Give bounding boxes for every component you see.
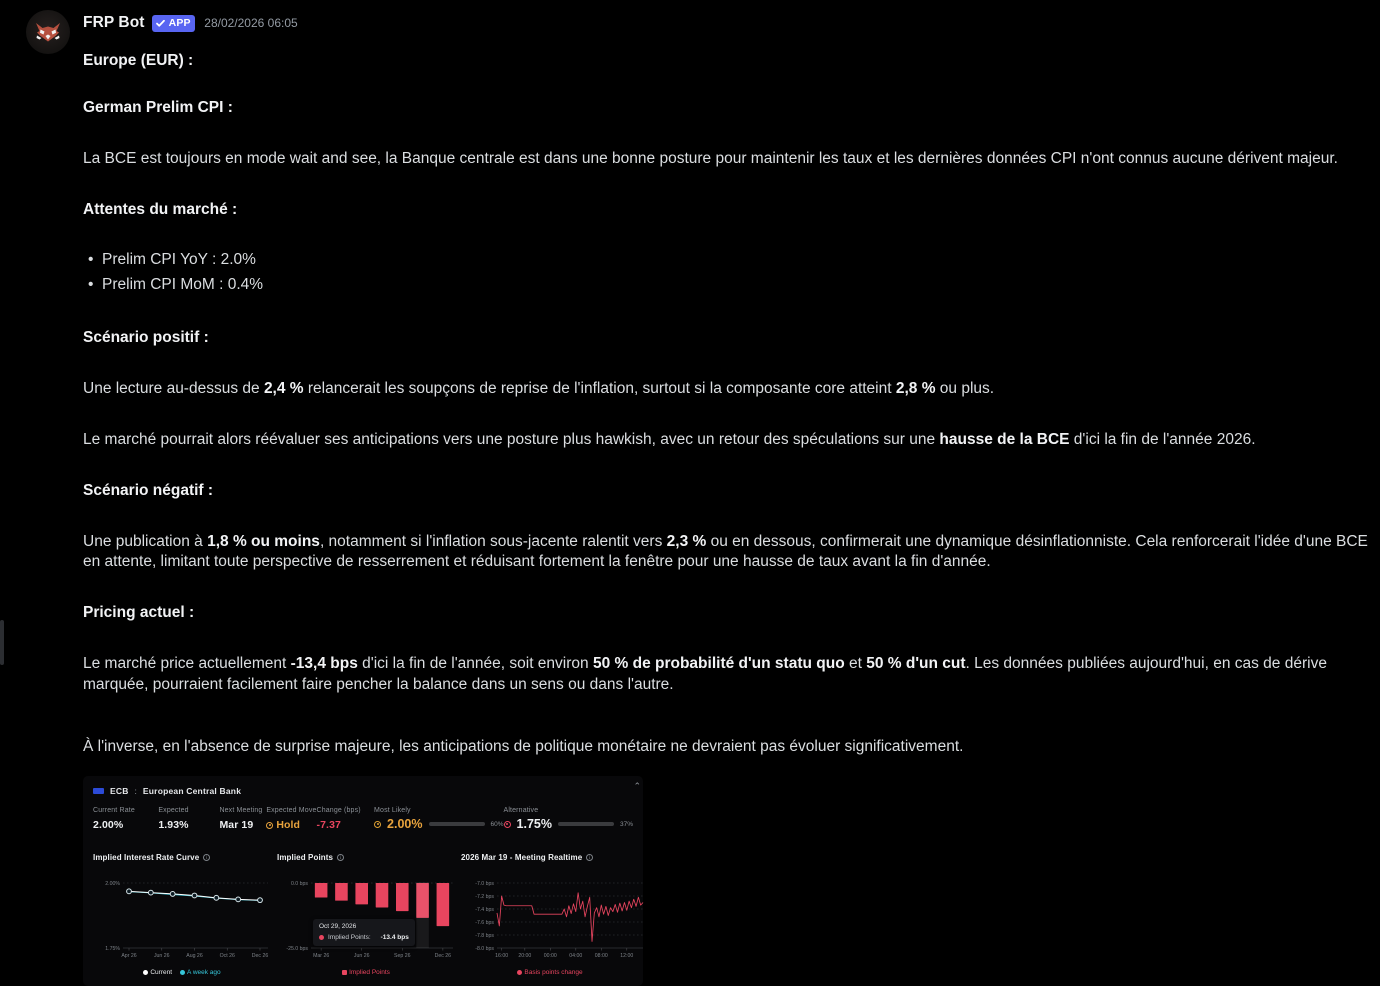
stat-value: 2.00% [93,819,124,832]
svg-text:0.0 bps: 0.0 bps [290,881,308,888]
heading-negative-scenario: Scénario négatif : [83,481,214,499]
svg-text:-8.0 bps: -8.0 bps [475,946,494,953]
stat-value-text: Hold [276,819,301,832]
svg-text:Oct 26: Oct 26 [219,953,235,960]
bank-color-swatch-icon [93,788,104,794]
text-run: relancerait les soupçons de reprise de l'inflation, surtout si la composante core atteint [303,379,896,397]
svg-text:04:00: 04:00 [569,953,583,960]
chart-legend [461,969,639,976]
stat-most-likely [374,807,503,831]
expectations-list [83,247,1373,298]
svg-text:1.75%: 1.75% [105,946,120,953]
legend-label: Implied Points [349,969,390,977]
alternative-value: 1.75% [516,817,552,832]
alternative-ring-icon [504,821,511,828]
svg-text:Jun 26: Jun 26 [153,953,170,960]
avatar[interactable] [26,10,70,54]
heading-expectations: Attentes du marché : [83,200,238,218]
svg-text:12:00: 12:00 [620,953,634,960]
emphasis-value: -13,4 bps [290,655,358,673]
alternative-row [504,817,633,831]
stat-value: 1.93% [158,819,189,832]
stat-expected-move [266,807,316,831]
most-likely-probability-bar [429,822,485,826]
message-header [83,12,1373,34]
legend-item-a-week-ago[interactable] [180,969,221,976]
heading-event: German Prelim CPI : [83,98,233,116]
heading-pricing: Pricing actuel : [83,604,195,622]
list-item: • Prelim CPI MoM : 0.4% [102,272,1373,298]
chart-header [277,851,455,863]
svg-text:20:00: 20:00 [518,953,532,960]
chart-plot-area [93,872,271,967]
alternative-probability-bar [558,822,614,826]
chart-title: Implied Interest Rate Curve [93,852,200,862]
paragraph-negative [83,532,1373,574]
svg-text:-7.0 bps: -7.0 bps [475,881,494,888]
stat-current-rate [93,807,158,831]
stats-row [93,807,633,837]
verified-check-icon [155,18,166,29]
tooltip-row [319,934,409,941]
collapse-caret-icon[interactable]: ⌃ [633,781,641,792]
svg-text:Sep 26: Sep 26 [394,953,411,960]
svg-text:Apr 26: Apr 26 [121,953,137,960]
emphasis-value: 1,8 % ou moins [207,532,320,550]
legend-dot-icon [180,970,185,975]
legend-item-current[interactable] [143,969,172,976]
charts-row [93,851,633,976]
most-likely-row [374,817,503,831]
message-timestamp: 28/02/2026 06:05 [204,16,298,30]
bank-separator: : [134,786,137,797]
paragraph-pricing [83,654,1373,696]
chart-plot-area [277,872,455,967]
chart-legend [277,969,455,976]
fox-head-logo-icon [26,10,70,54]
text-run: , notamment si l'inflation sous-jacente ralentit vers [319,532,667,550]
text-run: ou plus. [935,379,995,397]
legend-dot-icon [517,970,522,975]
svg-text:Aug 26: Aug 26 [186,953,203,960]
stat-label: Alternative [503,807,539,815]
chart-legend [93,969,271,976]
chart-implied-points [277,851,455,976]
app-badge-label: APP [168,16,191,29]
heading-region: Europe (EUR) : [83,52,194,69]
stat-value [266,819,316,831]
info-icon[interactable]: i [337,854,344,861]
stat-label: Expected [158,807,189,815]
svg-text:08:00: 08:00 [594,953,608,960]
tooltip-date: Oct 29, 2026 [319,923,357,931]
paragraph-intro: La BCE est toujours en mode wait and see, la Banque centrale est dans une bonne posture pour maintenir les taux et les dernières données CPI n'ont connus aucune dérivent majeur. [83,149,1338,167]
legend-label: Basis points change [524,969,583,977]
svg-text:Jun 26: Jun 26 [353,953,370,960]
legend-item-basis-points-change[interactable] [517,969,582,976]
paragraph-positive-2 [83,430,1373,451]
message-author[interactable]: FRP Bot [83,14,145,31]
widget-title-row [93,784,633,798]
svg-text:-7.4 bps: -7.4 bps [475,907,494,914]
chart-implied-interest-rate-curve [93,851,271,976]
text-run: Une publication à [83,532,208,550]
stat-label: Most Likely [374,807,411,815]
app-badge [152,15,196,32]
stat-value: -7.37 [316,819,341,832]
text-run: et [844,655,867,673]
message-body [83,12,1373,986]
text-run: d'ici la fin de l'année 2026. [1069,430,1256,448]
emphasis-value: hausse de la BCE [939,430,1070,448]
central-bank-rates-widget [83,776,643,986]
svg-text:Dec 26: Dec 26 [434,953,452,960]
list-item: • Prelim CPI YoY : 2.0% [102,247,1373,273]
chart-title: Implied Points [277,852,334,862]
emphasis-value: 2,8 % [895,379,936,397]
legend-dot-icon [143,970,148,975]
text-run: . Les données publiées aujourd'hui, en cas de dérive marquée, pourraient facilement faire pencher la balance dans un sens ou dans l'autre. [83,655,1327,694]
emphasis-value: 50 % de probabilité d'un statu quo [592,655,845,673]
info-icon[interactable]: i [203,854,210,861]
chart-title: 2026 Mar 19 - Meeting Realtime [461,852,583,862]
stat-value: Mar 19 [219,819,254,832]
tooltip-dot-icon [319,935,324,940]
chart-tooltip [313,919,415,946]
chart-header [461,851,639,863]
alternative-percent: 37% [619,820,633,828]
svg-text:Mar 26: Mar 26 [313,953,330,960]
stat-label: Current Rate [93,807,135,815]
stat-change-bps [317,807,375,831]
paragraph-positive-1 [83,379,1373,400]
heading-positive-scenario: Scénario positif : [83,328,209,346]
legend-square-icon [342,970,347,975]
paragraph-closing: À l'inverse, en l'absence de surprise majeure, les anticipations de politique monétaire ne devraient pas évoluer significativement. [83,738,964,756]
emphasis-value: 2,3 % [666,532,707,550]
tooltip-value: -13.4 bps [380,934,409,942]
emphasis-value: 2,4 % [263,379,304,397]
svg-text:-25.0 bps: -25.0 bps [286,946,308,953]
text-run: Une lecture au-dessus de [83,379,264,397]
info-icon[interactable]: i [586,854,593,861]
stat-alternative [504,807,633,831]
svg-text:-7.8 bps: -7.8 bps [475,933,494,940]
tooltip-series: Implied Points: [328,934,371,942]
stat-label: Expected Move [266,807,317,815]
legend-item-implied-points[interactable] [342,969,390,976]
svg-text:-7.6 bps: -7.6 bps [475,920,494,927]
most-likely-percent: 60% [490,820,504,828]
stat-expected [158,807,219,831]
text-run: ou en dessous, confirmerait une dynamique désinflationniste. Cela renforcerait l'idée d'une BCE en attente, limitant toute perspective de resserrement et réduisant fortement la fenêtre pour une hausse de taux avant la fin d'année. [83,532,1368,571]
bank-code: ECB [110,786,129,797]
svg-text:Dec 26: Dec 26 [251,953,269,960]
svg-text:2.00%: 2.00% [105,881,120,888]
legend-label: Current [150,969,173,977]
most-likely-ring-icon [374,821,381,828]
emphasis-value: 50 % d'un cut [866,655,966,673]
most-likely-value: 2.00% [387,817,423,832]
legend-label: A week ago [187,969,221,977]
text-run: d'ici la fin de l'année, soit environ [357,655,593,673]
text-run: Le marché pourrait alors réévaluer ses anticipations vers une posture plus hawkish, avec un retour des spéculations sur une [83,430,940,448]
svg-text:00:00: 00:00 [543,953,557,960]
chart-meeting-realtime [461,851,639,976]
stat-label: Next Meeting [219,807,263,815]
chart-plot-area [461,872,639,967]
svg-text:16:00: 16:00 [495,953,509,960]
text-run: Le marché price actuellement [83,655,291,673]
stat-next-meeting [219,807,266,831]
stat-label: Change (bps) [316,807,361,815]
svg-text:-7.2 bps: -7.2 bps [475,894,494,901]
chart-header [93,851,271,863]
bank-name: European Central Bank [142,786,242,797]
hold-ring-icon [266,822,273,829]
